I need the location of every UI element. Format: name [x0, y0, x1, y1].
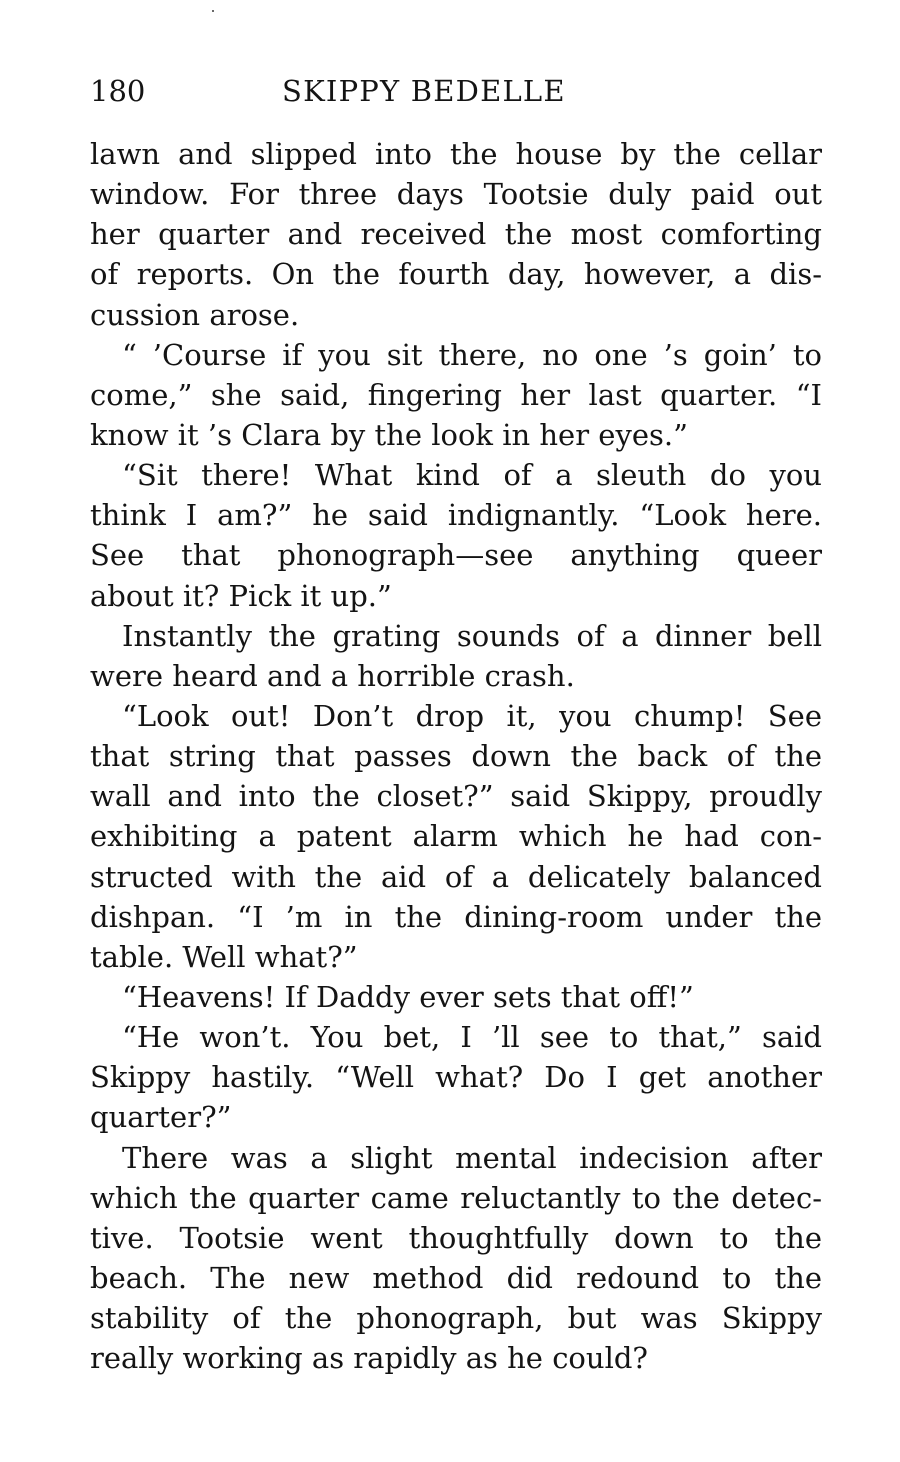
- body-text: [90, 134, 822, 1378]
- text-line: exhibiting a patent alarm which he had con-: [90, 819, 822, 854]
- text-line: think I am?” he said indignantly. “Look here.: [90, 498, 822, 533]
- text-line: wall and into the closet?” said Skippy, proudly: [90, 779, 822, 814]
- text-line: “He won’t. You bet, I ’ll see to that,” said: [122, 1020, 822, 1055]
- text-line: cussion arose.: [90, 297, 300, 332]
- text-line: beach. The new method did redound to the: [90, 1260, 822, 1295]
- text-line: her quarter and received the most comforting: [90, 217, 822, 252]
- text-line: “Heavens! If Daddy ever sets that off!”: [122, 979, 694, 1014]
- page-number: 180: [90, 74, 146, 108]
- text-line: were heard and a horrible crash.: [90, 658, 575, 693]
- text-line: “ ’Course if you sit there, no one ’s goin’ to: [122, 337, 822, 372]
- text-line: Skippy hastily. “Well what? Do I get another: [90, 1060, 822, 1095]
- text-line: “Look out! Don’t drop it, you chump! See: [122, 698, 822, 733]
- text-line: structed with the aid of a delicately balanced: [90, 859, 822, 894]
- text-line: table. Well what?”: [90, 939, 358, 974]
- text-line: that string that passes down the back of the: [90, 739, 822, 774]
- scan-speck: [212, 10, 214, 12]
- text-line: tive. Tootsie went thoughtfully down to the: [90, 1220, 822, 1255]
- text-line: lawn and slipped into the house by the cellar: [90, 137, 822, 171]
- text-line: of reports. On the fourth day, however, a dis-: [90, 257, 822, 292]
- text-line: which the quarter came reluctantly to the detec-: [90, 1180, 822, 1215]
- text-line: really working as rapidly as he could?: [90, 1341, 648, 1376]
- text-line: There was a slight mental indecision after: [122, 1140, 822, 1175]
- text-line: stability of the phonograph, but was Skippy: [90, 1301, 822, 1336]
- page-header: [90, 68, 822, 114]
- text-line: window. For three days Tootsie duly paid out: [90, 177, 822, 212]
- running-title: SKIPPY BEDELLE: [282, 74, 566, 108]
- text-line: “Sit there! What kind of a sleuth do you: [122, 458, 822, 493]
- text-line: know it ’s Clara by the look in her eyes.”: [90, 417, 688, 452]
- text-line: about it? Pick it up.”: [90, 578, 392, 613]
- text-line: come,” she said, fingering her last quarter. “I: [90, 377, 822, 412]
- text-line: See that phonograph—see anything queer: [90, 538, 822, 573]
- text-line: quarter?”: [90, 1100, 232, 1135]
- text-line: Instantly the grating sounds of a dinner bell: [122, 618, 822, 653]
- text-line: dishpan. “I ’m in the dining-room under the: [90, 899, 822, 934]
